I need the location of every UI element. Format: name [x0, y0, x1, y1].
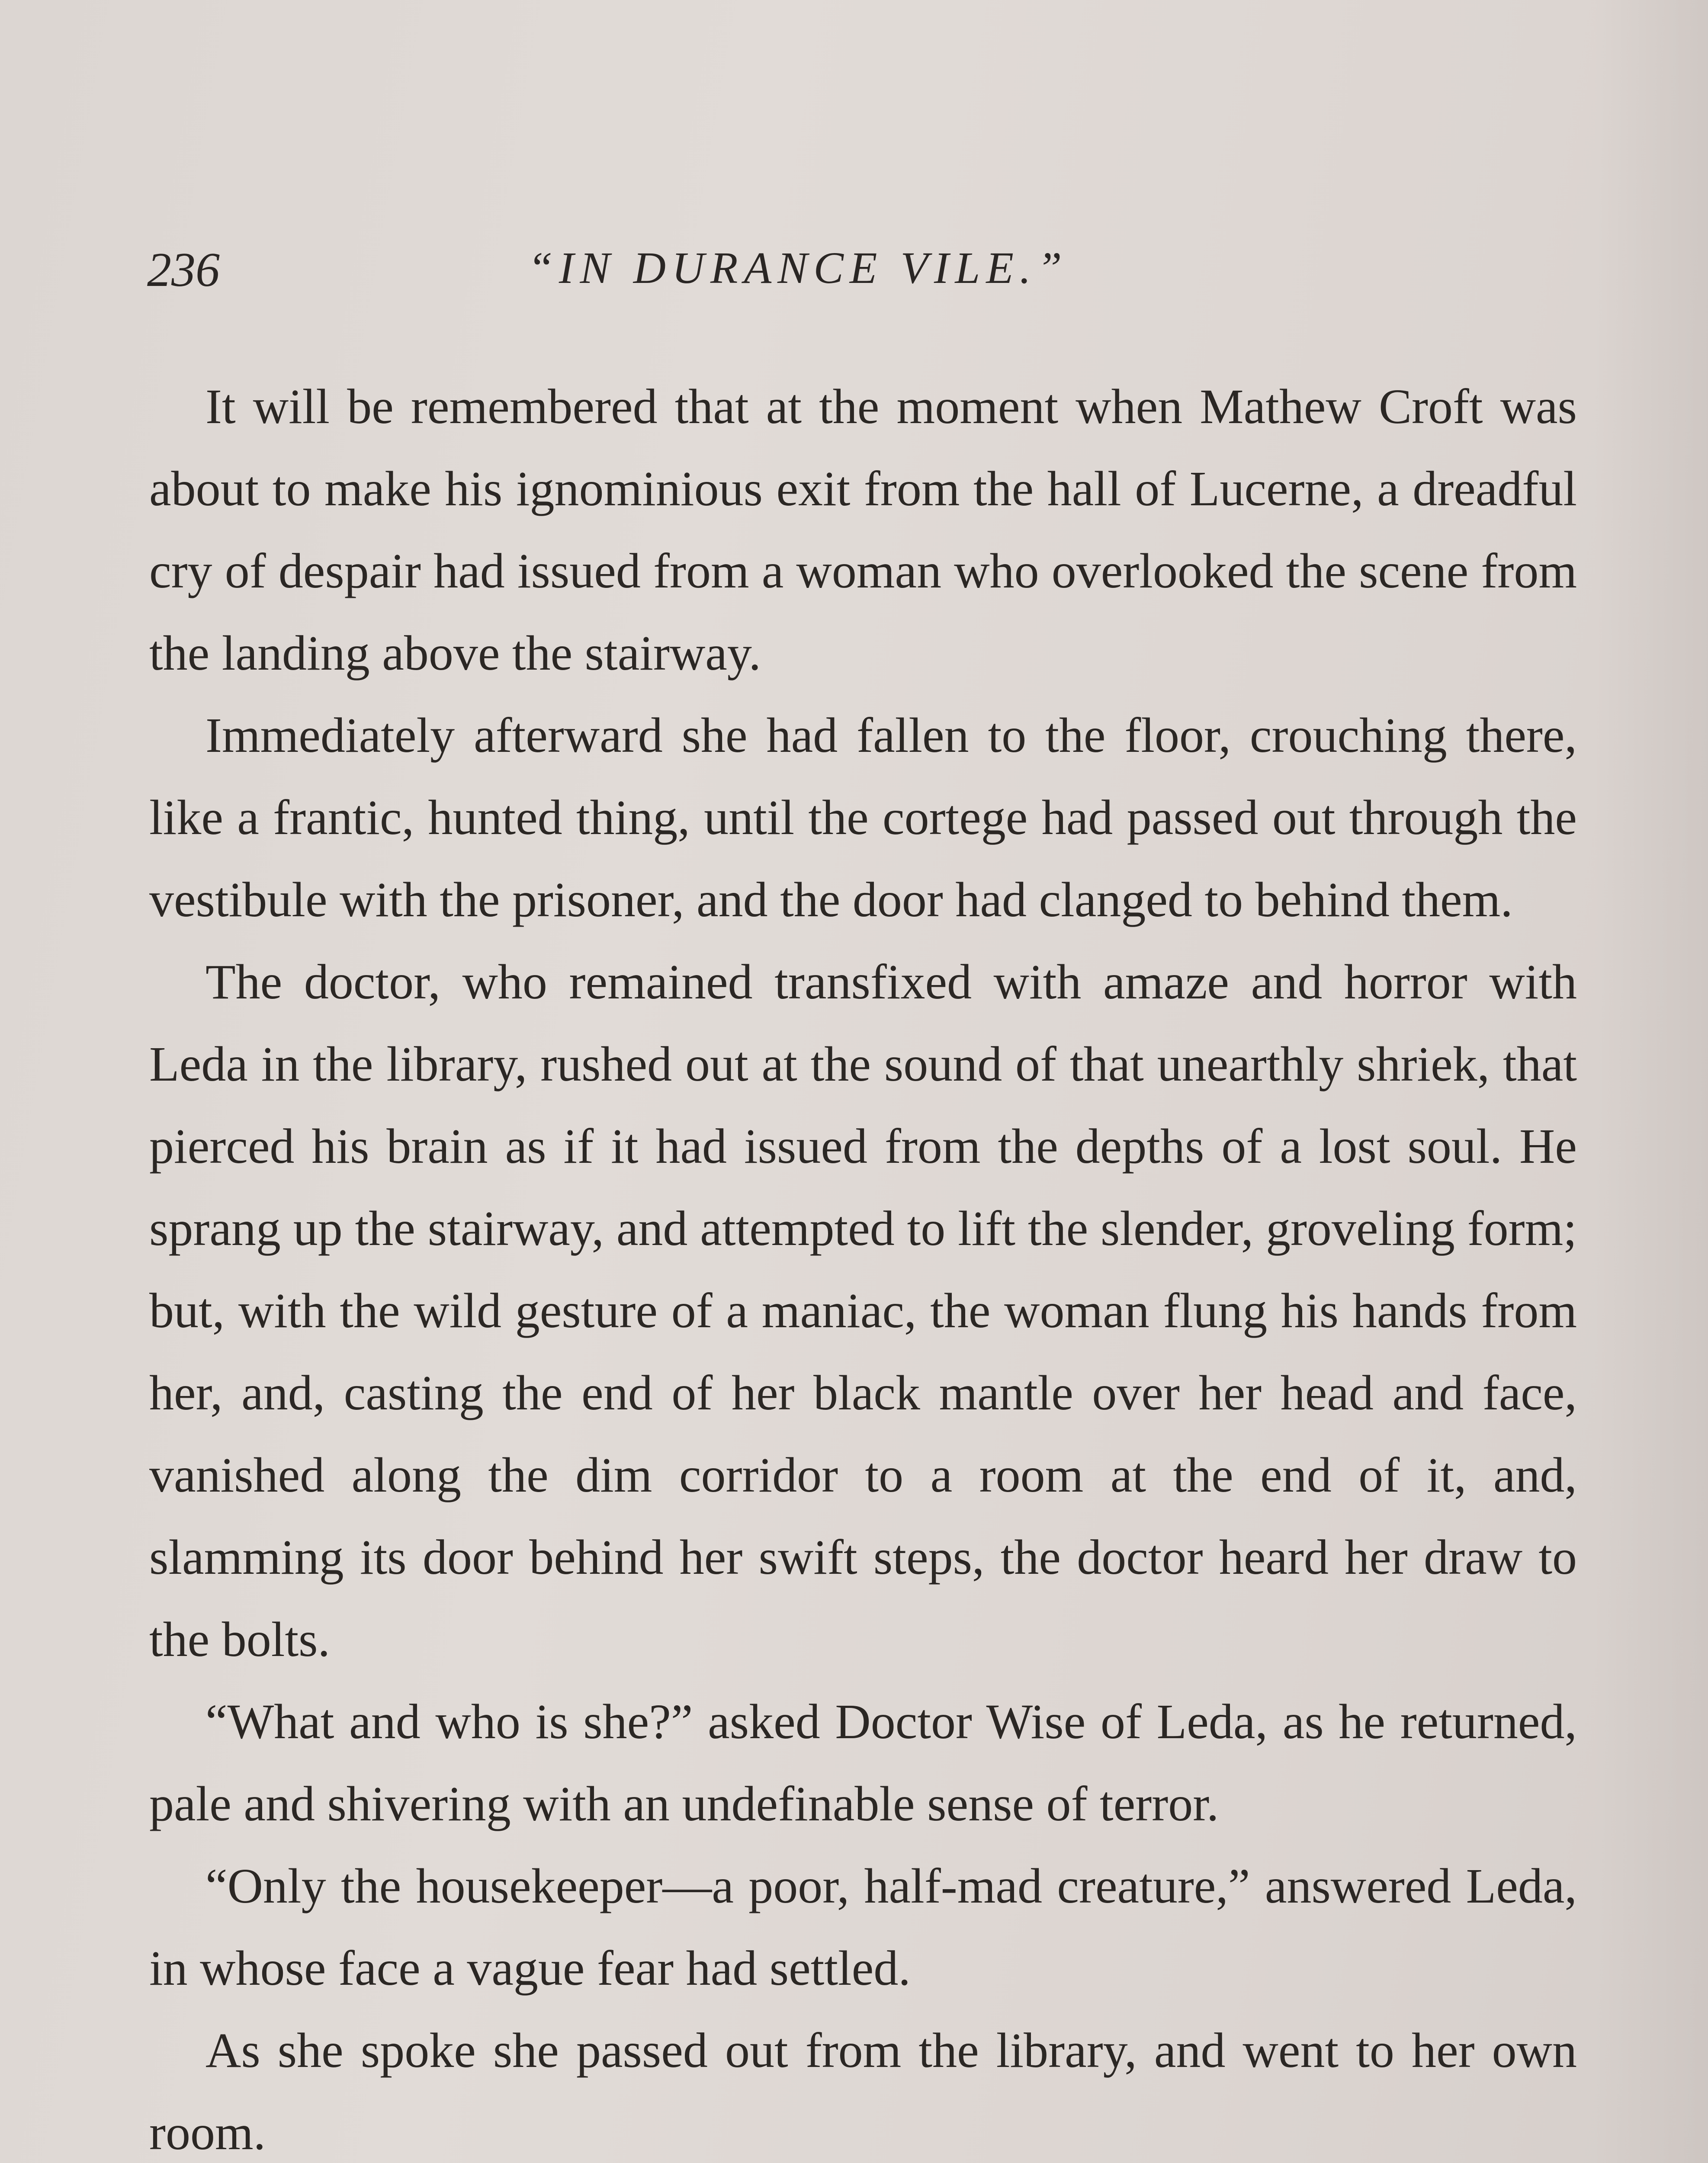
paragraph-4: “What and who is she?” asked Doctor Wise of Leda, as he returned, pale and shivering with an undefinable sense of terror. [149, 1694, 1577, 1831]
paragraph-2: Immediately afterward she had fallen to the floor, crouching there, like a frantic, hunted thing, until the cortege had passed out through the vestibule with the prisoner, and the door had clanged to behind them. [149, 708, 1577, 927]
body-text [149, 366, 1577, 2163]
page-header [147, 242, 1575, 311]
paragraph-6: As she spoke she passed out from the library, and went to her own room. [149, 2023, 1577, 2160]
page-number: 236 [147, 243, 220, 297]
running-title: “IN DURANCE VILE.” [528, 243, 1068, 293]
facing-page-bleed [1596, 0, 1708, 2163]
paragraph-5: “Only the housekeeper—a poor, half-mad creature,” answered Leda, in whose face a vague fear had settled. [149, 1858, 1577, 1996]
paragraph-1: It will be remembered that at the moment when Mathew Croft was about to make his ignominious exit from the hall of Lucerne, a dreadful cry of despair had issued from a woman who overlooked the scene from the landing above the stairway. [149, 379, 1577, 680]
paragraph-3: The doctor, who remained transfixed with amaze and horror with Leda in the library, rushed out at the sound of that unearthly shriek, that pierced his brain as if it had issued from the depths of a lost soul. He sprang up the stairway, and attempted to lift the slender, groveling form; but, with the wild gesture of a maniac, the woman flung his hands from her, and, casting the end of her black mantle over her head and face, vanished along the dim corridor to a room at the end of it, and, slamming its door behind her swift steps, the doctor heard her draw to the bolts. [149, 954, 1577, 1667]
